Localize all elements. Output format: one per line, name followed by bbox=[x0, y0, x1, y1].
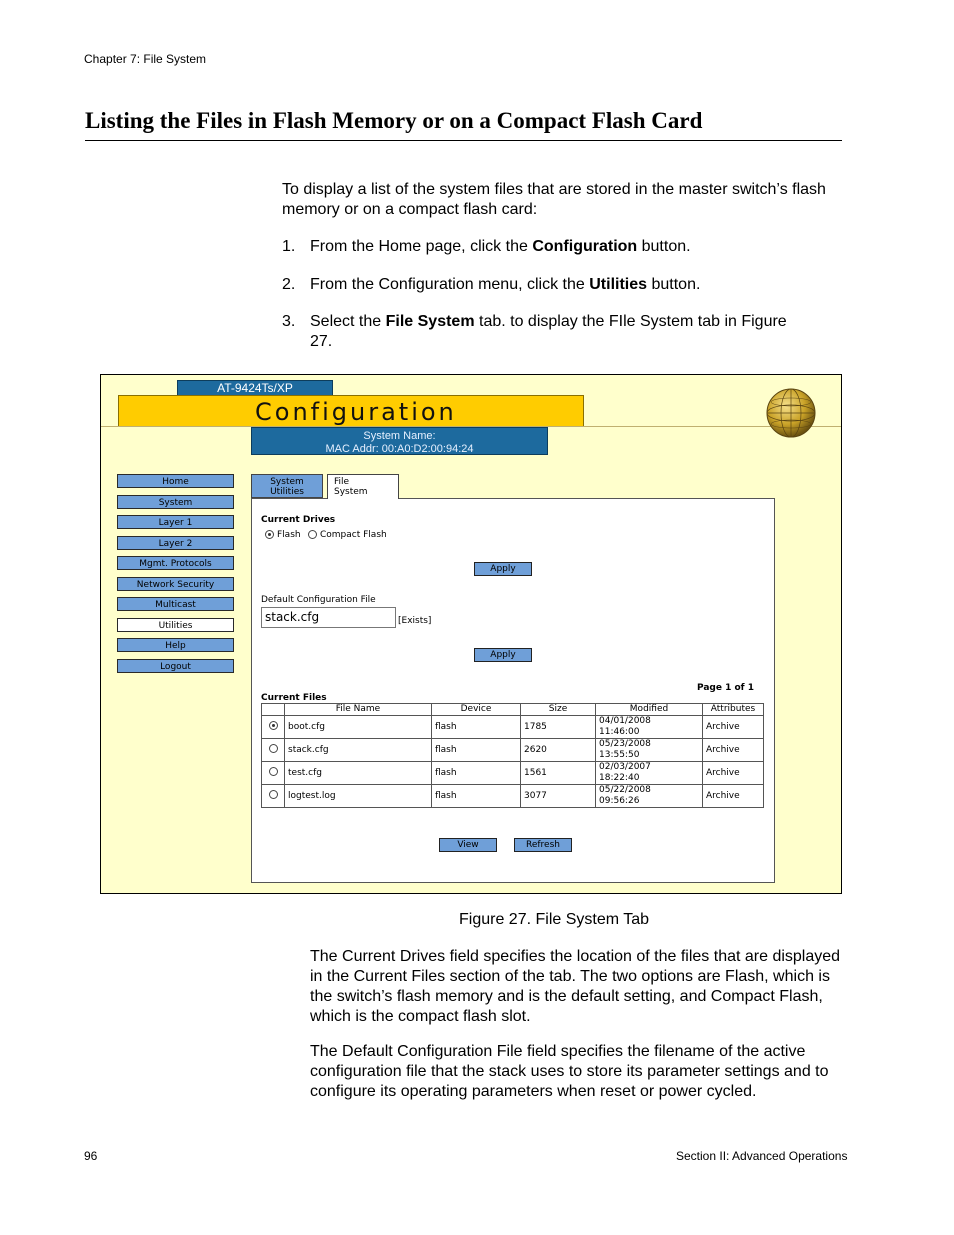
file-attributes: Archive bbox=[703, 716, 764, 739]
file-size: 1561 bbox=[521, 762, 596, 785]
nav-layer2-button[interactable]: Layer 2 bbox=[117, 536, 234, 550]
refresh-button[interactable]: Refresh bbox=[514, 838, 572, 852]
compact-flash-radio[interactable] bbox=[308, 530, 317, 539]
compact-flash-radio-label: Compact Flash bbox=[320, 530, 387, 540]
table-header-row bbox=[262, 704, 764, 716]
system-name-box bbox=[251, 427, 548, 455]
radio-icon bbox=[269, 767, 278, 776]
current-files-label: Current Files bbox=[261, 693, 327, 703]
file-device: flash bbox=[432, 739, 521, 762]
file-name: stack.cfg bbox=[285, 739, 432, 762]
step-text: Select the File System tab. to display the FIle System tab in Figure 27. bbox=[310, 313, 787, 350]
nav-logout-button[interactable]: Logout bbox=[117, 659, 234, 673]
globe-logo-icon bbox=[765, 387, 817, 439]
step-number: 2. bbox=[282, 276, 296, 293]
table-row[interactable] bbox=[262, 716, 764, 739]
nav-system-button[interactable]: System bbox=[117, 495, 234, 509]
file-device: flash bbox=[432, 785, 521, 808]
column-header: Attributes bbox=[703, 704, 764, 716]
flash-radio[interactable] bbox=[265, 530, 274, 539]
intro-paragraph: To display a list of the system files that are stored in the master switch’s flash memory or on a compact flash card: bbox=[282, 181, 826, 218]
row-select-radio[interactable] bbox=[262, 785, 285, 808]
file-size: 2620 bbox=[521, 739, 596, 762]
nav-utilities-button[interactable]: Utilities bbox=[117, 618, 234, 632]
radio-icon bbox=[269, 790, 278, 799]
default-config-label: Default Configuration File bbox=[261, 595, 376, 605]
file-size: 3077 bbox=[521, 785, 596, 808]
column-select bbox=[262, 704, 285, 716]
row-select-radio[interactable] bbox=[262, 716, 285, 739]
step-text: From the Configuration menu, click the Utilities button. bbox=[310, 276, 701, 293]
page-title: Listing the Files in Flash Memory or on a Compact Flash Card bbox=[85, 108, 703, 133]
current-drives-description: The Current Drives field specifies the location of the files that are displayed in the Current Files section of the tab. The two options are Flash, which is the switch’s flash memory and is the default setting, and Compact Flash, which is the compact flash slot. bbox=[310, 948, 841, 1025]
step-number: 3. bbox=[282, 313, 296, 330]
file-size: 1785 bbox=[521, 716, 596, 739]
page-number: 96 bbox=[84, 1149, 98, 1163]
nav-network-security-button[interactable]: Network Security bbox=[117, 577, 234, 591]
file-device: flash bbox=[432, 762, 521, 785]
column-header: Device bbox=[432, 704, 521, 716]
file-name: test.cfg bbox=[285, 762, 432, 785]
table-row[interactable] bbox=[262, 785, 764, 808]
file-modified: 02/03/2007 18:22:40 bbox=[596, 762, 703, 785]
column-header: File Name bbox=[285, 704, 432, 716]
column-header: Size bbox=[521, 704, 596, 716]
nav-mgmt-protocols-button[interactable]: Mgmt. Protocols bbox=[117, 556, 234, 570]
chapter-header: Chapter 7: File System bbox=[84, 52, 207, 66]
system-name-label: System Name: bbox=[363, 430, 436, 442]
file-system-panel bbox=[251, 498, 775, 883]
figure-file-system-tab bbox=[100, 374, 842, 894]
nav-multicast-button[interactable]: Multicast bbox=[117, 597, 234, 611]
title-rule bbox=[85, 140, 842, 141]
banner-title: Configuration bbox=[255, 398, 457, 426]
step-text: From the Home page, click the Configuration button. bbox=[310, 238, 691, 255]
radio-icon bbox=[269, 744, 278, 753]
row-select-radio[interactable] bbox=[262, 739, 285, 762]
view-button[interactable]: View bbox=[439, 838, 497, 852]
tab-system-utilities[interactable] bbox=[251, 474, 323, 498]
radio-icon bbox=[269, 721, 278, 730]
configuration-banner bbox=[118, 395, 584, 427]
file-attributes: Archive bbox=[703, 739, 764, 762]
step-number: 1. bbox=[282, 238, 296, 255]
column-header: Modified bbox=[596, 704, 703, 716]
current-drives-label: Current Drives bbox=[261, 515, 336, 525]
tab-label-line: System bbox=[334, 487, 368, 497]
apply-drives-button[interactable]: Apply bbox=[474, 562, 532, 576]
file-attributes: Archive bbox=[703, 785, 764, 808]
file-modified: 05/23/2008 13:55:50 bbox=[596, 739, 703, 762]
flash-radio-label: Flash bbox=[277, 530, 301, 540]
files-table bbox=[261, 703, 764, 808]
nav-help-button[interactable]: Help bbox=[117, 638, 234, 652]
table-row[interactable] bbox=[262, 762, 764, 785]
file-device: flash bbox=[432, 716, 521, 739]
nav-layer1-button[interactable]: Layer 1 bbox=[117, 515, 234, 529]
default-config-input[interactable]: stack.cfg bbox=[261, 607, 396, 628]
tab-label-line: Utilities bbox=[270, 487, 304, 497]
model-label: AT-9424Ts/XP bbox=[177, 380, 333, 397]
default-config-description: The Default Configuration File field specifies the filename of the active configuration file that the stack uses to store its parameter settings and to configure its operating parameters when reset or power cycled. bbox=[310, 1043, 829, 1100]
figure-caption: Figure 27. File System Tab bbox=[459, 911, 650, 928]
file-name: boot.cfg bbox=[285, 716, 432, 739]
file-modified: 04/01/2008 11:46:00 bbox=[596, 716, 703, 739]
tab-label-line: File bbox=[334, 477, 350, 487]
table-row[interactable] bbox=[262, 739, 764, 762]
exists-status: [Exists] bbox=[398, 616, 432, 626]
tab-label-line: System bbox=[270, 477, 304, 487]
apply-config-button[interactable]: Apply bbox=[474, 648, 532, 662]
tab-file-system[interactable] bbox=[327, 474, 399, 499]
nav-home-button[interactable]: Home bbox=[117, 474, 234, 488]
file-attributes: Archive bbox=[703, 762, 764, 785]
section-footer: Section II: Advanced Operations bbox=[676, 1149, 848, 1163]
page-indicator: Page 1 of 1 bbox=[697, 683, 754, 693]
file-name: logtest.log bbox=[285, 785, 432, 808]
row-select-radio[interactable] bbox=[262, 762, 285, 785]
file-modified: 05/22/2008 09:56:26 bbox=[596, 785, 703, 808]
mac-address: MAC Addr: 00:A0:D2:00:94:24 bbox=[325, 443, 474, 455]
